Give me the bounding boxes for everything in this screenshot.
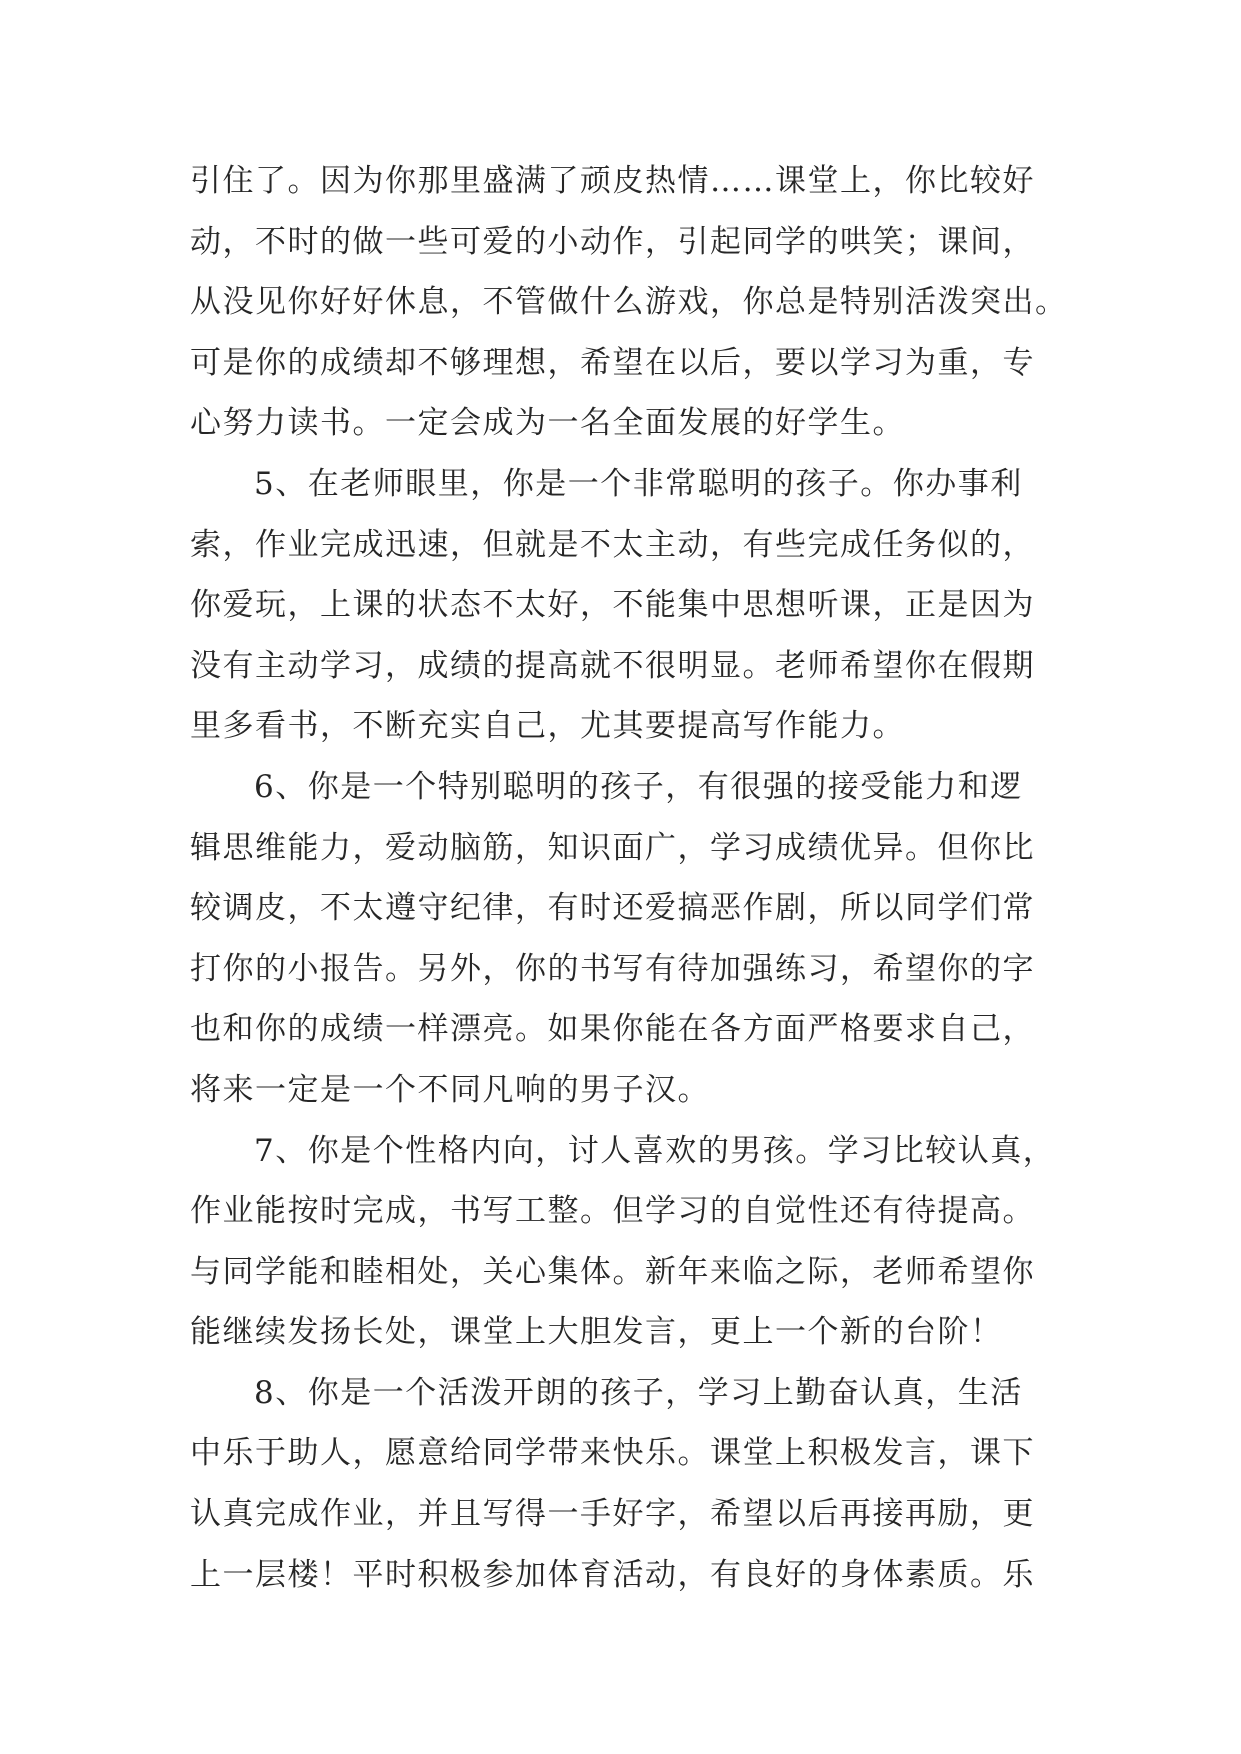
text-line: 较调皮，不太遵守纪律，有时还爱搞恶作剧，所以同学们常 xyxy=(190,890,1035,927)
text-line: 也和你的成绩一样漂亮。如果你能在各方面严格要求自己， xyxy=(190,1011,1035,1048)
text-line: 引住了。因为你那里盛满了顽皮热情……课堂上，你比较好 xyxy=(190,163,1035,199)
text-line: 没有主动学习，成绩的提高就不很明显。老师希望你在假期 xyxy=(190,647,1035,684)
text-line: 里多看书，不断充实自己，尤其要提高写作能力。 xyxy=(190,708,905,745)
document-body xyxy=(190,162,1068,1616)
text-line: 从没见你好好休息，不管做什么游戏，你总是特别活泼突出。 xyxy=(190,284,1068,321)
text-line: 可是你的成绩却不够理想，希望在以后，要以学习为重，专 xyxy=(190,344,1035,381)
text-line: 将来一定是一个不同凡响的男子汉。 xyxy=(190,1071,710,1108)
text-line: 认真完成作业，并且写得一手好字，希望以后再接再励，更 xyxy=(190,1496,1035,1533)
paragraph-5-start: 5、在老师眼里，你是一个非常聪明的孩子。你办事利 xyxy=(254,465,1023,502)
text-line: 作业能按时完成，书写工整。但学习的自觉性还有待提高。 xyxy=(190,1193,1035,1230)
paragraph-7-start: 7、你是个性格内向，讨人喜欢的男孩。学习比较认真， xyxy=(254,1132,1056,1169)
text-line: 你爱玩，上课的状态不太好，不能集中思想听课，正是因为 xyxy=(190,587,1035,624)
text-line: 打你的小报告。另外，你的书写有待加强练习，希望你的字 xyxy=(190,950,1035,987)
text-line: 索，作业完成迅速，但就是不太主动，有些完成任务似的， xyxy=(190,526,1035,563)
text-line: 心努力读书。一定会成为一名全面发展的好学生。 xyxy=(190,405,905,442)
text-line: 能继续发扬长处，课堂上大胆发言，更上一个新的台阶！ xyxy=(190,1314,1003,1351)
paragraph-8-start: 8、你是一个活泼开朗的孩子，学习上勤奋认真，生活 xyxy=(254,1374,1023,1411)
paragraph-6-start: 6、你是一个特别聪明的孩子，有很强的接受能力和逻 xyxy=(254,768,1023,805)
text-line: 中乐于助人，愿意给同学带来快乐。课堂上积极发言，课下 xyxy=(190,1435,1035,1472)
text-line: 与同学能和睦相处，关心集体。新年来临之际，老师希望你 xyxy=(190,1253,1035,1290)
text-line: 辑思维能力，爱动脑筋，知识面广，学习成绩优异。但你比 xyxy=(190,829,1035,866)
text-line: 动，不时的做一些可爱的小动作，引起同学的哄笑；课间， xyxy=(190,223,1035,260)
text-line: 上一层楼！平时积极参加体育活动，有良好的身体素质。乐 xyxy=(190,1556,1035,1593)
